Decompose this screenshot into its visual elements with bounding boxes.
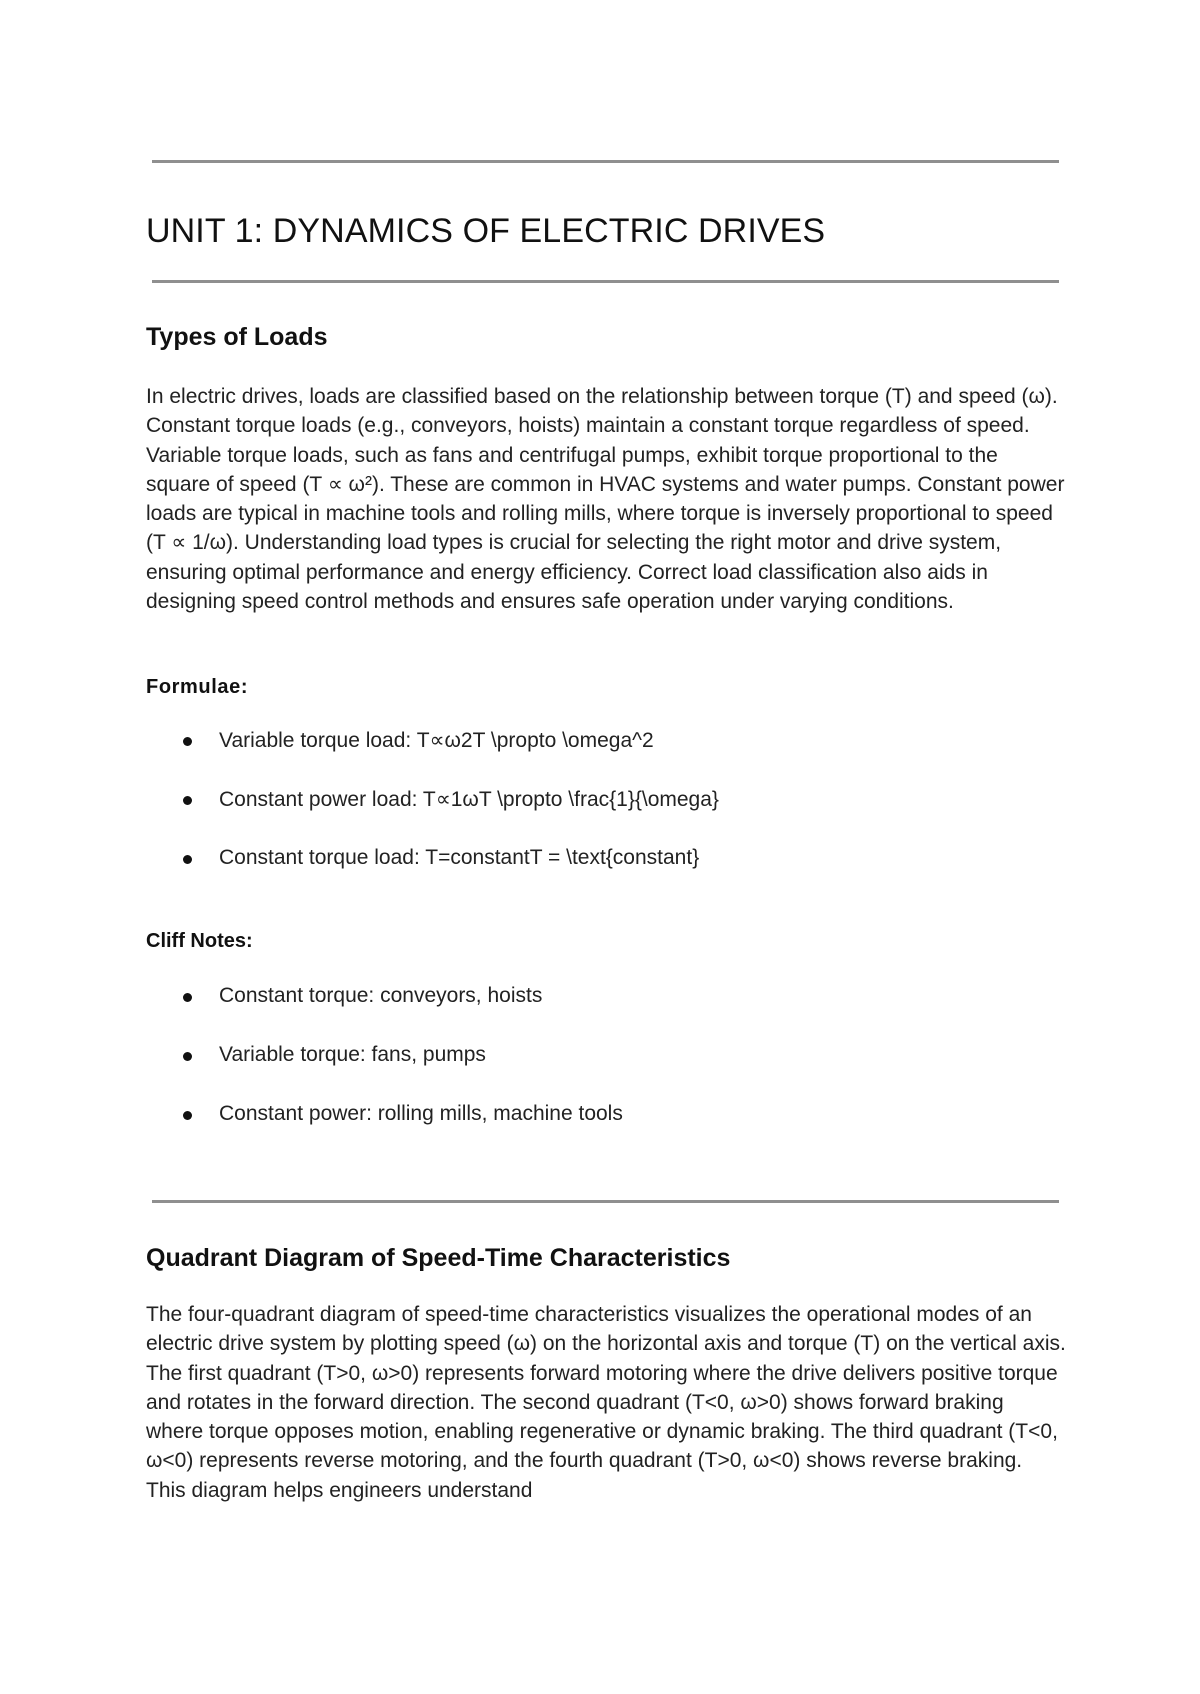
formula-text: Constant torque load: T=constantT = \text{constant} bbox=[219, 846, 700, 869]
bullet-icon bbox=[183, 796, 192, 805]
bullet-icon bbox=[183, 993, 192, 1002]
bullet-icon bbox=[183, 737, 192, 746]
horizontal-rule bbox=[152, 280, 1059, 283]
formulae-label: Formulae: bbox=[146, 676, 249, 698]
loads-paragraph: In electric drives, loads are classified based on the relationship between torque (T) and speed (ω). Constant torque loads (e.g., conveyors, hoists) maintain a constant torque regardless of speed. Variable torque loads, such as fans and centrifugal pumps, exhibit torque proportional to the square of speed (T ∝ ω²). These are common in HVAC systems and water pumps. Constant power loads are typical in machine tools and rolling mills, where torque is inversely proportional to speed (T ∝ 1/ω). Understanding load types is crucial for selecting the right motor and drive system, ensuring optimal performance and energy efficiency. Correct load classification also aids in designing speed control methods and ensures safe operation under varying conditions. bbox=[146, 385, 1065, 614]
section-title-quadrant-diagram: Quadrant Diagram of Speed-Time Characteristics bbox=[146, 1244, 731, 1272]
bullet-icon bbox=[183, 1111, 192, 1120]
formula-text: Constant power load: T∝1ωT \propto \frac{1}{\omega} bbox=[219, 788, 719, 811]
formula-text: Variable torque load: T∝ω2T \propto \omega^2 bbox=[219, 729, 654, 752]
horizontal-rule bbox=[152, 160, 1059, 163]
cliff-note-text: Constant power: rolling mills, machine tools bbox=[219, 1102, 623, 1125]
quadrant-paragraph: The four-quadrant diagram of speed-time characteristics visualizes the operational modes of an electric drive system by plotting speed (ω) on the horizontal axis and torque (T) on the vertical axis. The first quadrant (T>0, ω>0) represents forward motoring where the drive delivers positive torque and rotates in the forward direction. The second quadrant (T<0, ω>0) shows forward braking where torque opposes motion, enabling regenerative or dynamic braking. The third quadrant (T<0, ω<0) represents reverse motoring, and the fourth quadrant (T>0, ω<0) shows reverse braking. This diagram helps engineers understand bbox=[146, 1303, 1066, 1502]
unit-title: UNIT 1: DYNAMICS OF ELECTRIC DRIVES bbox=[146, 212, 826, 250]
bullet-icon bbox=[183, 1052, 192, 1061]
horizontal-rule bbox=[152, 1200, 1059, 1203]
section-title-types-of-loads: Types of Loads bbox=[146, 323, 328, 351]
bullet-icon bbox=[183, 855, 192, 864]
cliff-note-text: Variable torque: fans, pumps bbox=[219, 1043, 486, 1066]
cliff-notes-label: Cliff Notes: bbox=[146, 930, 253, 952]
cliff-note-text: Constant torque: conveyors, hoists bbox=[219, 984, 543, 1007]
